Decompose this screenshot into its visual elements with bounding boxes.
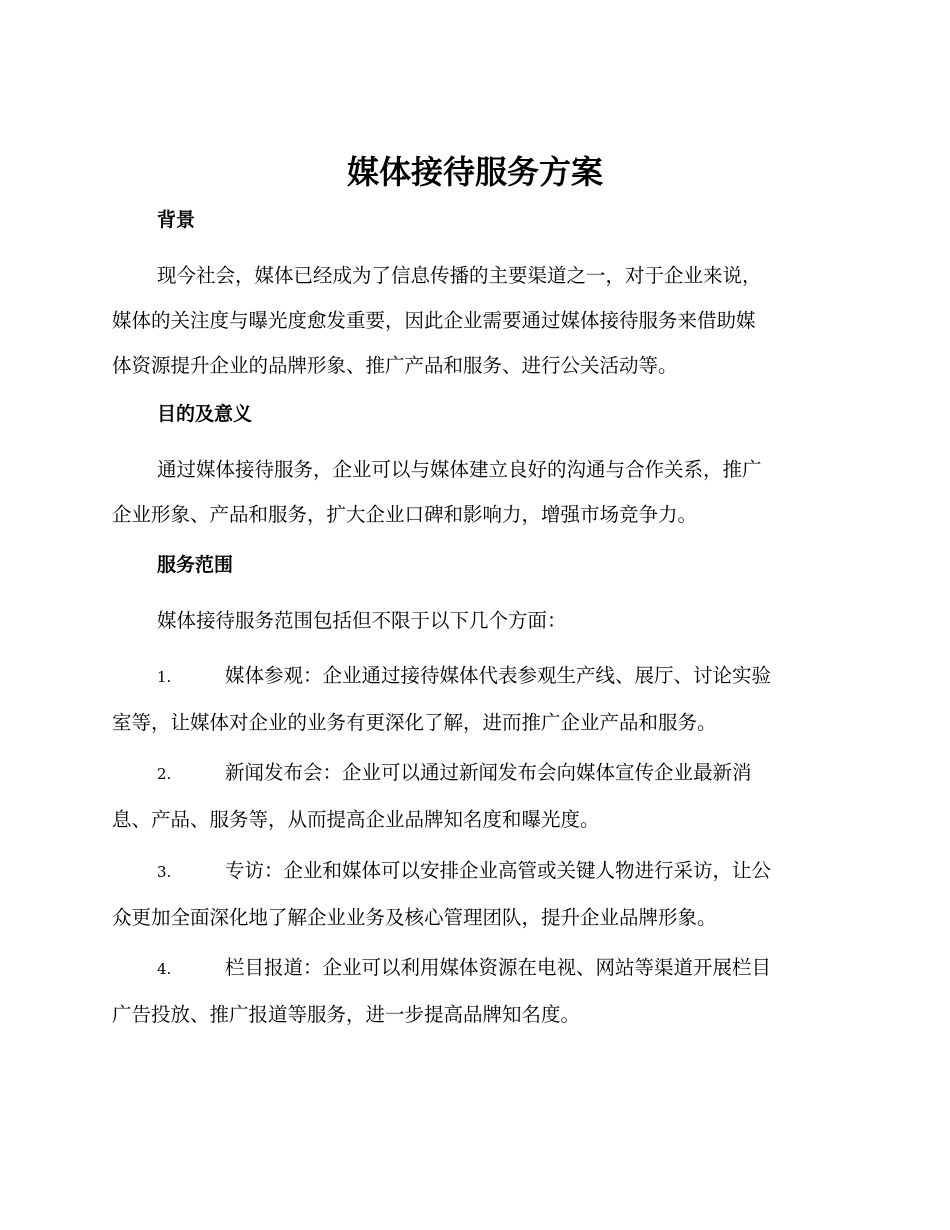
list-item-text: 媒体参观：企业通过接待媒体代表参观生产线、展厅、讨论实验 <box>225 664 772 687</box>
paragraph-line: 体资源提升企业的品牌形象、推广产品和服务、进行公关活动等。 <box>112 354 678 377</box>
list-item-number: 1. <box>157 668 172 686</box>
purpose-paragraph <box>112 447 832 537</box>
paragraph-line: 企业形象、产品和服务，扩大企业口碑和影响力，增强市场竞争力。 <box>112 503 698 526</box>
list-item-text: 新闻发布会：企业可以通过新闻发布会向媒体宣传企业最新消 <box>225 761 752 784</box>
list-item-continuation: 广告投放、推广报道等服务，进一步提高品牌知名度。 <box>112 1003 581 1026</box>
document-title: 媒体接待服务方案 <box>346 153 603 191</box>
paragraph-line: 媒体接待服务范围包括但不限于以下几个方面： <box>157 609 567 632</box>
section-heading-purpose: 目的及意义 <box>157 403 253 425</box>
list-item <box>112 945 832 1037</box>
list-item <box>112 653 832 745</box>
paragraph-line: 现今社会，媒体已经成为了信息传播的主要渠道之一，对于企业来说， <box>157 264 762 287</box>
list-item-text: 专访：企业和媒体可以安排企业高管或关键人物进行采访，让公 <box>225 859 772 882</box>
list-item-number: 2. <box>157 765 172 783</box>
list-item-continuation: 室等，让媒体对企业的业务有更深化了解，进而推广企业产品和服务。 <box>112 711 717 734</box>
list-item-continuation: 众更加全面深化地了解企业业务及核心管理团队，提升企业品牌形象。 <box>112 906 717 929</box>
paragraph-line: 通过媒体接待服务，企业可以与媒体建立良好的沟通与合作关系，推广 <box>157 458 762 481</box>
background-paragraph <box>112 253 832 388</box>
list-item-first-line <box>112 653 832 700</box>
section-heading-background: 背景 <box>157 209 196 231</box>
list-item-text: 栏目报道：企业可以利用媒体资源在电视、网站等渠道开展栏目 <box>225 956 772 979</box>
list-item-first-line <box>112 848 832 895</box>
section-heading-scope: 服务范围 <box>157 554 234 576</box>
list-item <box>112 750 832 842</box>
scope-intro-paragraph <box>112 598 832 643</box>
list-item-number: 4. <box>157 960 172 978</box>
list-item-number: 3. <box>157 863 172 881</box>
list-item <box>112 848 832 940</box>
list-item-first-line <box>112 750 832 797</box>
paragraph-line: 媒体的关注度与曝光度愈发重要，因此企业需要通过媒体接待服务来借助媒 <box>112 309 756 332</box>
list-item-first-line <box>112 945 832 992</box>
list-item-continuation: 息、产品、服务等，从而提高企业品牌知名度和曝光度。 <box>112 808 600 831</box>
